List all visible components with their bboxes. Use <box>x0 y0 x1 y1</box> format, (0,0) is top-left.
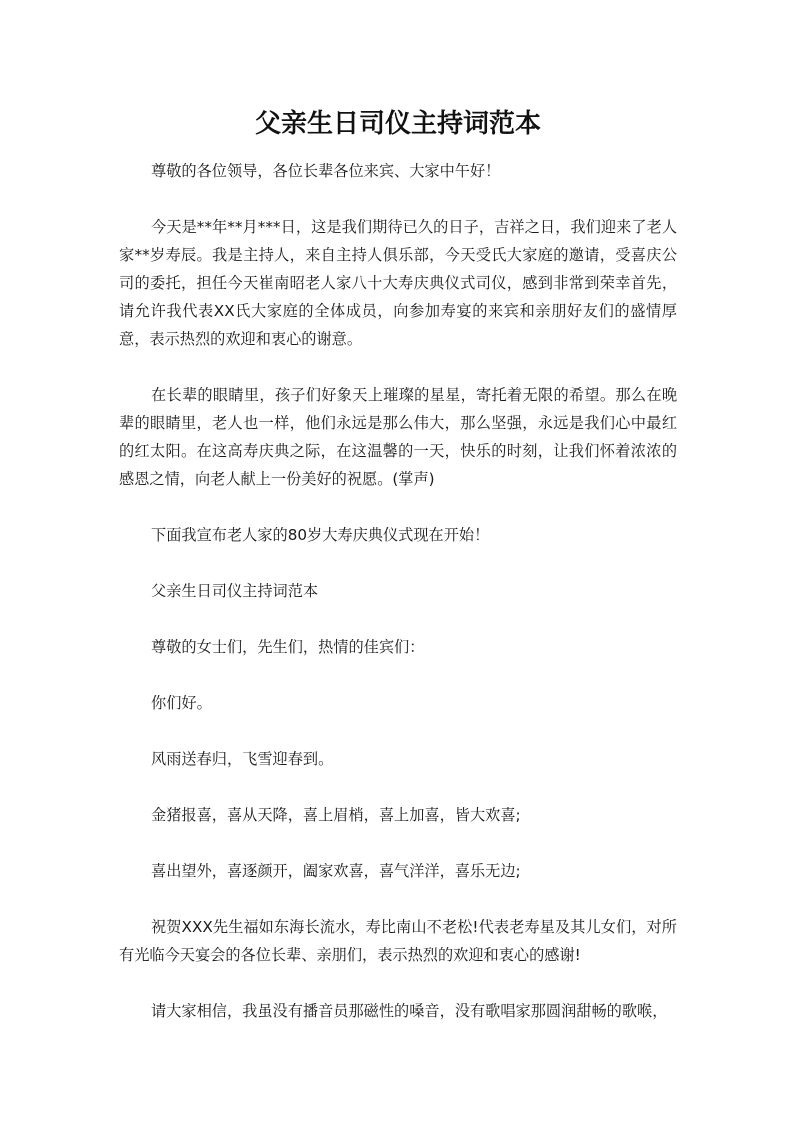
paragraph-introduction: 今天是**年**月***日，这是我们期待已久的日子，吉祥之日，我们迎来了老人家**岁寿辰。我是主持人，来自主持人俱乐部，今天受氏大家庭的邀请，受喜庆公司的委托，担任今天崔南昭老人家八十大寿庆典仪式司仪，感到非常到荣幸首先，请允许我代表XX氏大家庭的全体成员，向参加寿宴的来宾和亲朋好友们的盛情厚意，表示热烈的欢迎和衷心的谢意。 <box>119 218 677 348</box>
paragraph-elders: 在长辈的眼睛里，孩子们好象天上璀璨的星星，寄托着无限的希望。那么在晚辈的眼睛里，老人也一样，他们永远是那么伟大，那么坚强，永远是我们心中最红的红太阳。在这高寿庆典之际，在这温馨的一天，快乐的时刻，让我们怀着浓浓的感恩之情，向老人献上一份美好的祝愿。(掌声) <box>119 386 677 488</box>
paragraph-joy: 喜出望外，喜逐颜开，阖家欢喜，喜气洋洋，喜乐无边; <box>151 862 521 880</box>
document-body <box>119 157 677 1053</box>
paragraph-subtitle: 父亲生日司仪主持词范本 <box>151 582 319 600</box>
paragraph-hello: 你们好。 <box>151 694 212 712</box>
document-title: 父亲生日司仪主持词范本 <box>254 109 541 139</box>
paragraph-announcement: 下面我宣布老人家的80岁大寿庆典仪式现在开始！ <box>151 526 490 544</box>
paragraph-greeting: 尊敬的各位领导，各位长辈各位来宾、大家中午好！ <box>151 162 501 180</box>
paragraph-closing: 请大家相信，我虽没有播音员那磁性的嗓音，没有歌唱家那圆润甜畅的歌喉， <box>151 1002 668 1020</box>
paragraph-congratulations: 祝贺XXX先生福如东海长流水，寿比南山不老松!代表老寿星及其儿女们，对所有光临今天宴会的各位长辈、亲朋们，表示热烈的欢迎和衷心的感谢! <box>119 918 677 964</box>
paragraph-golden-pig: 金猪报喜，喜从天降，喜上眉梢，喜上加喜，皆大欢喜; <box>151 806 521 824</box>
paragraph-address: 尊敬的女士们，先生们，热情的佳宾们： <box>151 638 425 656</box>
paragraph-spring: 风雨送春归，飞雪迎春到。 <box>151 750 334 768</box>
